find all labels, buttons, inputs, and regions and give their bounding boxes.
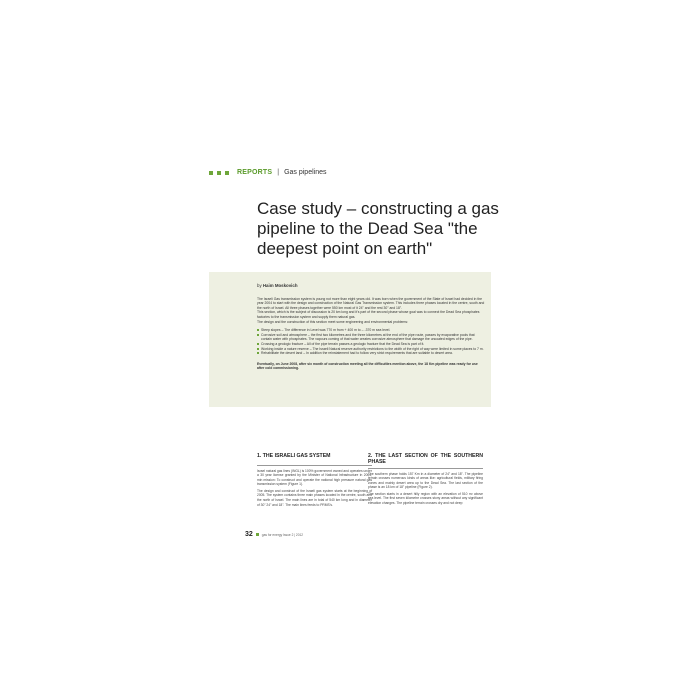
author-name: Haim Moskovich [262,283,298,288]
abstract-conclusion: Eventually, on June 2008, after six month of construction meeting all the difficulties mention above, the 18 Km pipeline was ready for use after cold commissioning. [257,361,478,371]
section-heading: 1. THE ISRAELI GAS SYSTEM [257,453,331,459]
publication-name: gas for energy Issue 2 | 2012 [261,532,304,537]
bullet-icon [257,343,259,345]
column-section-2 [368,453,483,508]
problems-list [257,328,485,356]
list-item [257,351,485,356]
section-divider [257,465,372,466]
list-item-text: Corrosive soil and atmosphere – the first two kilometres and the three kilometres at the end of the pipe route, passes by evaporative pools that contain water with phosphates. The vapours coming of that water creates corrosive atmosphere that damage the uncoated edges of the pipe. [261,332,475,342]
section-header [209,169,327,176]
page-footer [245,531,303,538]
body-paragraph: The design and construct of the Israeli gas system starts at the beginning of 2005. The system contains three main phases located in the centre, south and the north of Israel. The main lines are in total of 540 km long and in diameter of 30" 24" and 18". The main lines feeds to PRMS's. [257,488,372,507]
header-separator: | [277,169,280,176]
section-divider [368,468,483,469]
bullet-icon [257,334,259,336]
body-paragraph: Israel natural gas lines (INGL) is 100% government owned and operates under a 30 year license granted by the Minister of National Infrastructure in 2004, min mission: To construct and operate the national high pressure natural gas transmission system (Figure 1). [257,468,372,487]
header-square-icon [209,171,213,175]
list-item-text: Steep slopes – The difference in Level was 770 m from + 400 m to – -370 m sea level. [261,328,391,333]
list-item-text: Working inside a nature reserve – The Israeli Natural reserve authority restrictions to the width of the right of way were limited in some places to 7 m. [261,346,484,351]
abstract-box [209,272,491,407]
list-item [257,333,485,342]
page-number: 32 [245,531,253,538]
abstract-paragraph: The design and the construction of this section meet some engineering and environmental problems: [257,319,408,324]
bullet-icon [257,329,259,331]
body-paragraph: The section starts in a desert hilly region with an elevation of 510 m² above sea level. The first seven kilometre crosses stony areas without any significant elevation changes. The pipeline terrain crosses dry and not deep [368,491,483,506]
bullet-icon [257,352,259,354]
byline [257,284,485,289]
subsection-label: Gas pipelines [284,169,327,176]
list-item-text: Crossing a geologic fracture – All of the pipe terrain passes a geologic fracture that the Dead Sea is part of it. [261,341,425,346]
abstract-paragraph: This section, which is the subject of discussion is 20 km long and it's part of the second phase whose goal was to connect the Dead Sea phosphates factories to the transmission system and supply them natural gas. [257,310,480,319]
section-label: REPORTS [237,169,273,176]
column-section-1 [257,453,372,509]
abstract-paragraph: The Israeli Gas transmission system is young not more than eight years old. It was born when the government of the State of Israel had decided in the year 2004 to start with the design and construction of the Natural Gas Transmission system. This includes three phases located in the centre, south and the north of Israel. All three phases together were 550 km most of it 24" and the rest 30" and 18". [257,296,485,310]
header-square-icon [217,171,221,175]
section-heading: 2. THE LAST SECTION OF THE SOUTHERN PHASE [368,453,483,465]
body-paragraph: The southern phase holds 157 Km in a diameter of 24" and 18". The pipeline terrain crosses numerous kinds of areas like: agricultural fields, military firing zones and mainly desert area up to the Dead Sea. The last section of the phase is an 18 km of 18" pipeline (Figure 2). [368,471,483,490]
bullet-icon [257,348,259,350]
header-square-icon [225,171,229,175]
footer-dot-icon [256,533,259,536]
article-title: Case study – constructing a gas pipeline to the Dead Sea "the deepest point on earth" [257,199,499,258]
byline-prefix: by [257,283,262,288]
list-item-text: Rehabilitate the desert land – In addition the reinstatement had to follow very strict requirements that are suitable to desert area. [261,351,453,356]
